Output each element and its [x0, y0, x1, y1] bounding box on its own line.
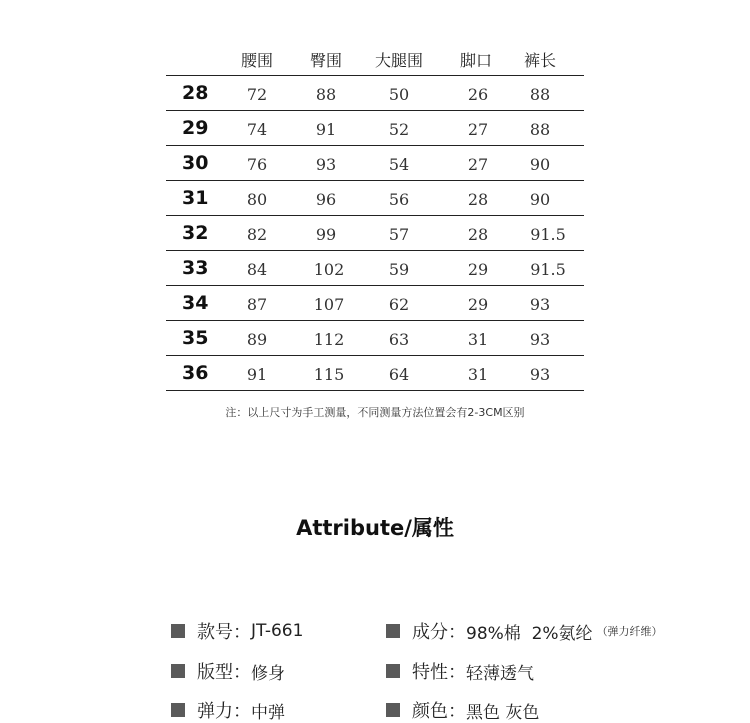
thigh-value: 54	[388, 155, 410, 174]
size-label: 31	[182, 187, 209, 209]
thigh-value: 63	[388, 330, 410, 349]
size-table-header	[166, 40, 584, 76]
waist-value: 76	[246, 155, 268, 174]
table-row	[166, 76, 584, 111]
leg-opening-value: 26	[467, 85, 489, 104]
table-row	[166, 321, 584, 356]
thigh-value: 62	[388, 295, 410, 314]
waist-value: 74	[246, 120, 268, 139]
hip-value: 112	[313, 330, 345, 349]
attr-extra: （弹力纤维）	[596, 625, 663, 638]
leg-opening-value: 29	[467, 260, 489, 279]
size-table	[166, 40, 584, 391]
size-label: 29	[182, 117, 209, 139]
leg-opening-value: 31	[467, 330, 489, 349]
hip-value: 102	[313, 260, 345, 279]
attr-material	[386, 618, 663, 644]
length-value: 91.5	[530, 225, 566, 244]
square-bullet-icon	[386, 624, 400, 638]
attr-color	[386, 697, 539, 723]
table-row	[166, 251, 584, 286]
attr-style-no	[171, 618, 303, 644]
leg-opening-value: 28	[467, 190, 489, 209]
table-row	[166, 356, 584, 391]
thigh-value: 56	[388, 190, 410, 209]
leg-opening-value: 28	[467, 225, 489, 244]
thigh-value: 59	[388, 260, 410, 279]
hip-value: 115	[313, 365, 345, 384]
hip-value: 107	[313, 295, 345, 314]
measurement-note: 注：以上尺寸为手工测量，不同测量方法位置会有2-3CM区别	[225, 406, 525, 419]
attr-label: 成分：	[412, 622, 466, 643]
length-value: 93	[529, 330, 551, 349]
attr-label: 款号：	[197, 622, 251, 643]
thigh-value: 64	[388, 365, 410, 384]
thigh-value: 52	[388, 120, 410, 139]
thigh-value: 57	[388, 225, 410, 244]
size-label: 35	[182, 327, 209, 349]
size-label: 36	[182, 362, 209, 384]
leg-opening-value: 31	[467, 365, 489, 384]
size-label: 28	[182, 82, 209, 104]
hip-value: 96	[315, 190, 337, 209]
attr-value: 98%棉 2%氨纶	[466, 623, 593, 644]
size-label: 34	[182, 292, 209, 314]
leg-opening-value: 27	[467, 155, 489, 174]
length-value: 93	[529, 365, 551, 384]
waist-value: 72	[246, 85, 268, 104]
size-label: 32	[182, 222, 209, 244]
size-label: 30	[182, 152, 209, 174]
attr-elasticity	[171, 697, 285, 723]
table-row	[166, 111, 584, 146]
table-row	[166, 146, 584, 181]
header-waist: 腰围	[240, 51, 274, 70]
attributes-title: Attribute/属性	[296, 516, 454, 540]
header-hip: 臀围	[309, 51, 343, 70]
waist-value: 80	[246, 190, 268, 209]
attr-label: 弹力：	[197, 701, 251, 722]
thigh-value: 50	[388, 85, 410, 104]
length-value: 90	[529, 155, 551, 174]
hip-value: 88	[315, 85, 337, 104]
waist-value: 82	[246, 225, 268, 244]
attr-value: 中弹	[251, 702, 285, 723]
square-bullet-icon	[171, 664, 185, 678]
leg-opening-value: 29	[467, 295, 489, 314]
waist-value: 91	[246, 365, 268, 384]
length-value: 90	[529, 190, 551, 209]
hip-value: 91	[315, 120, 337, 139]
length-value: 88	[529, 85, 551, 104]
attr-value: 轻薄透气	[466, 663, 534, 684]
hip-value: 93	[315, 155, 337, 174]
length-value: 88	[529, 120, 551, 139]
table-row	[166, 216, 584, 251]
waist-value: 89	[246, 330, 268, 349]
attr-feature	[386, 658, 534, 684]
square-bullet-icon	[386, 664, 400, 678]
square-bullet-icon	[171, 624, 185, 638]
attr-value: JT-661	[251, 621, 304, 641]
attr-value: 修身	[251, 663, 285, 684]
leg-opening-value: 27	[467, 120, 489, 139]
hip-value: 99	[315, 225, 337, 244]
header-leg-opening: 脚口	[459, 51, 493, 70]
header-length: 裤长	[523, 51, 557, 70]
waist-value: 87	[246, 295, 268, 314]
attr-value: 黑色 灰色	[466, 702, 540, 723]
length-value: 93	[529, 295, 551, 314]
header-thigh: 大腿围	[374, 51, 424, 70]
length-value: 91.5	[530, 260, 566, 279]
table-row	[166, 181, 584, 216]
size-label: 33	[182, 257, 209, 279]
attr-label: 颜色：	[412, 701, 466, 722]
table-row	[166, 286, 584, 321]
attr-fit	[171, 658, 285, 684]
waist-value: 84	[246, 260, 268, 279]
attr-label: 版型：	[197, 662, 251, 683]
attr-label: 特性：	[412, 662, 466, 683]
